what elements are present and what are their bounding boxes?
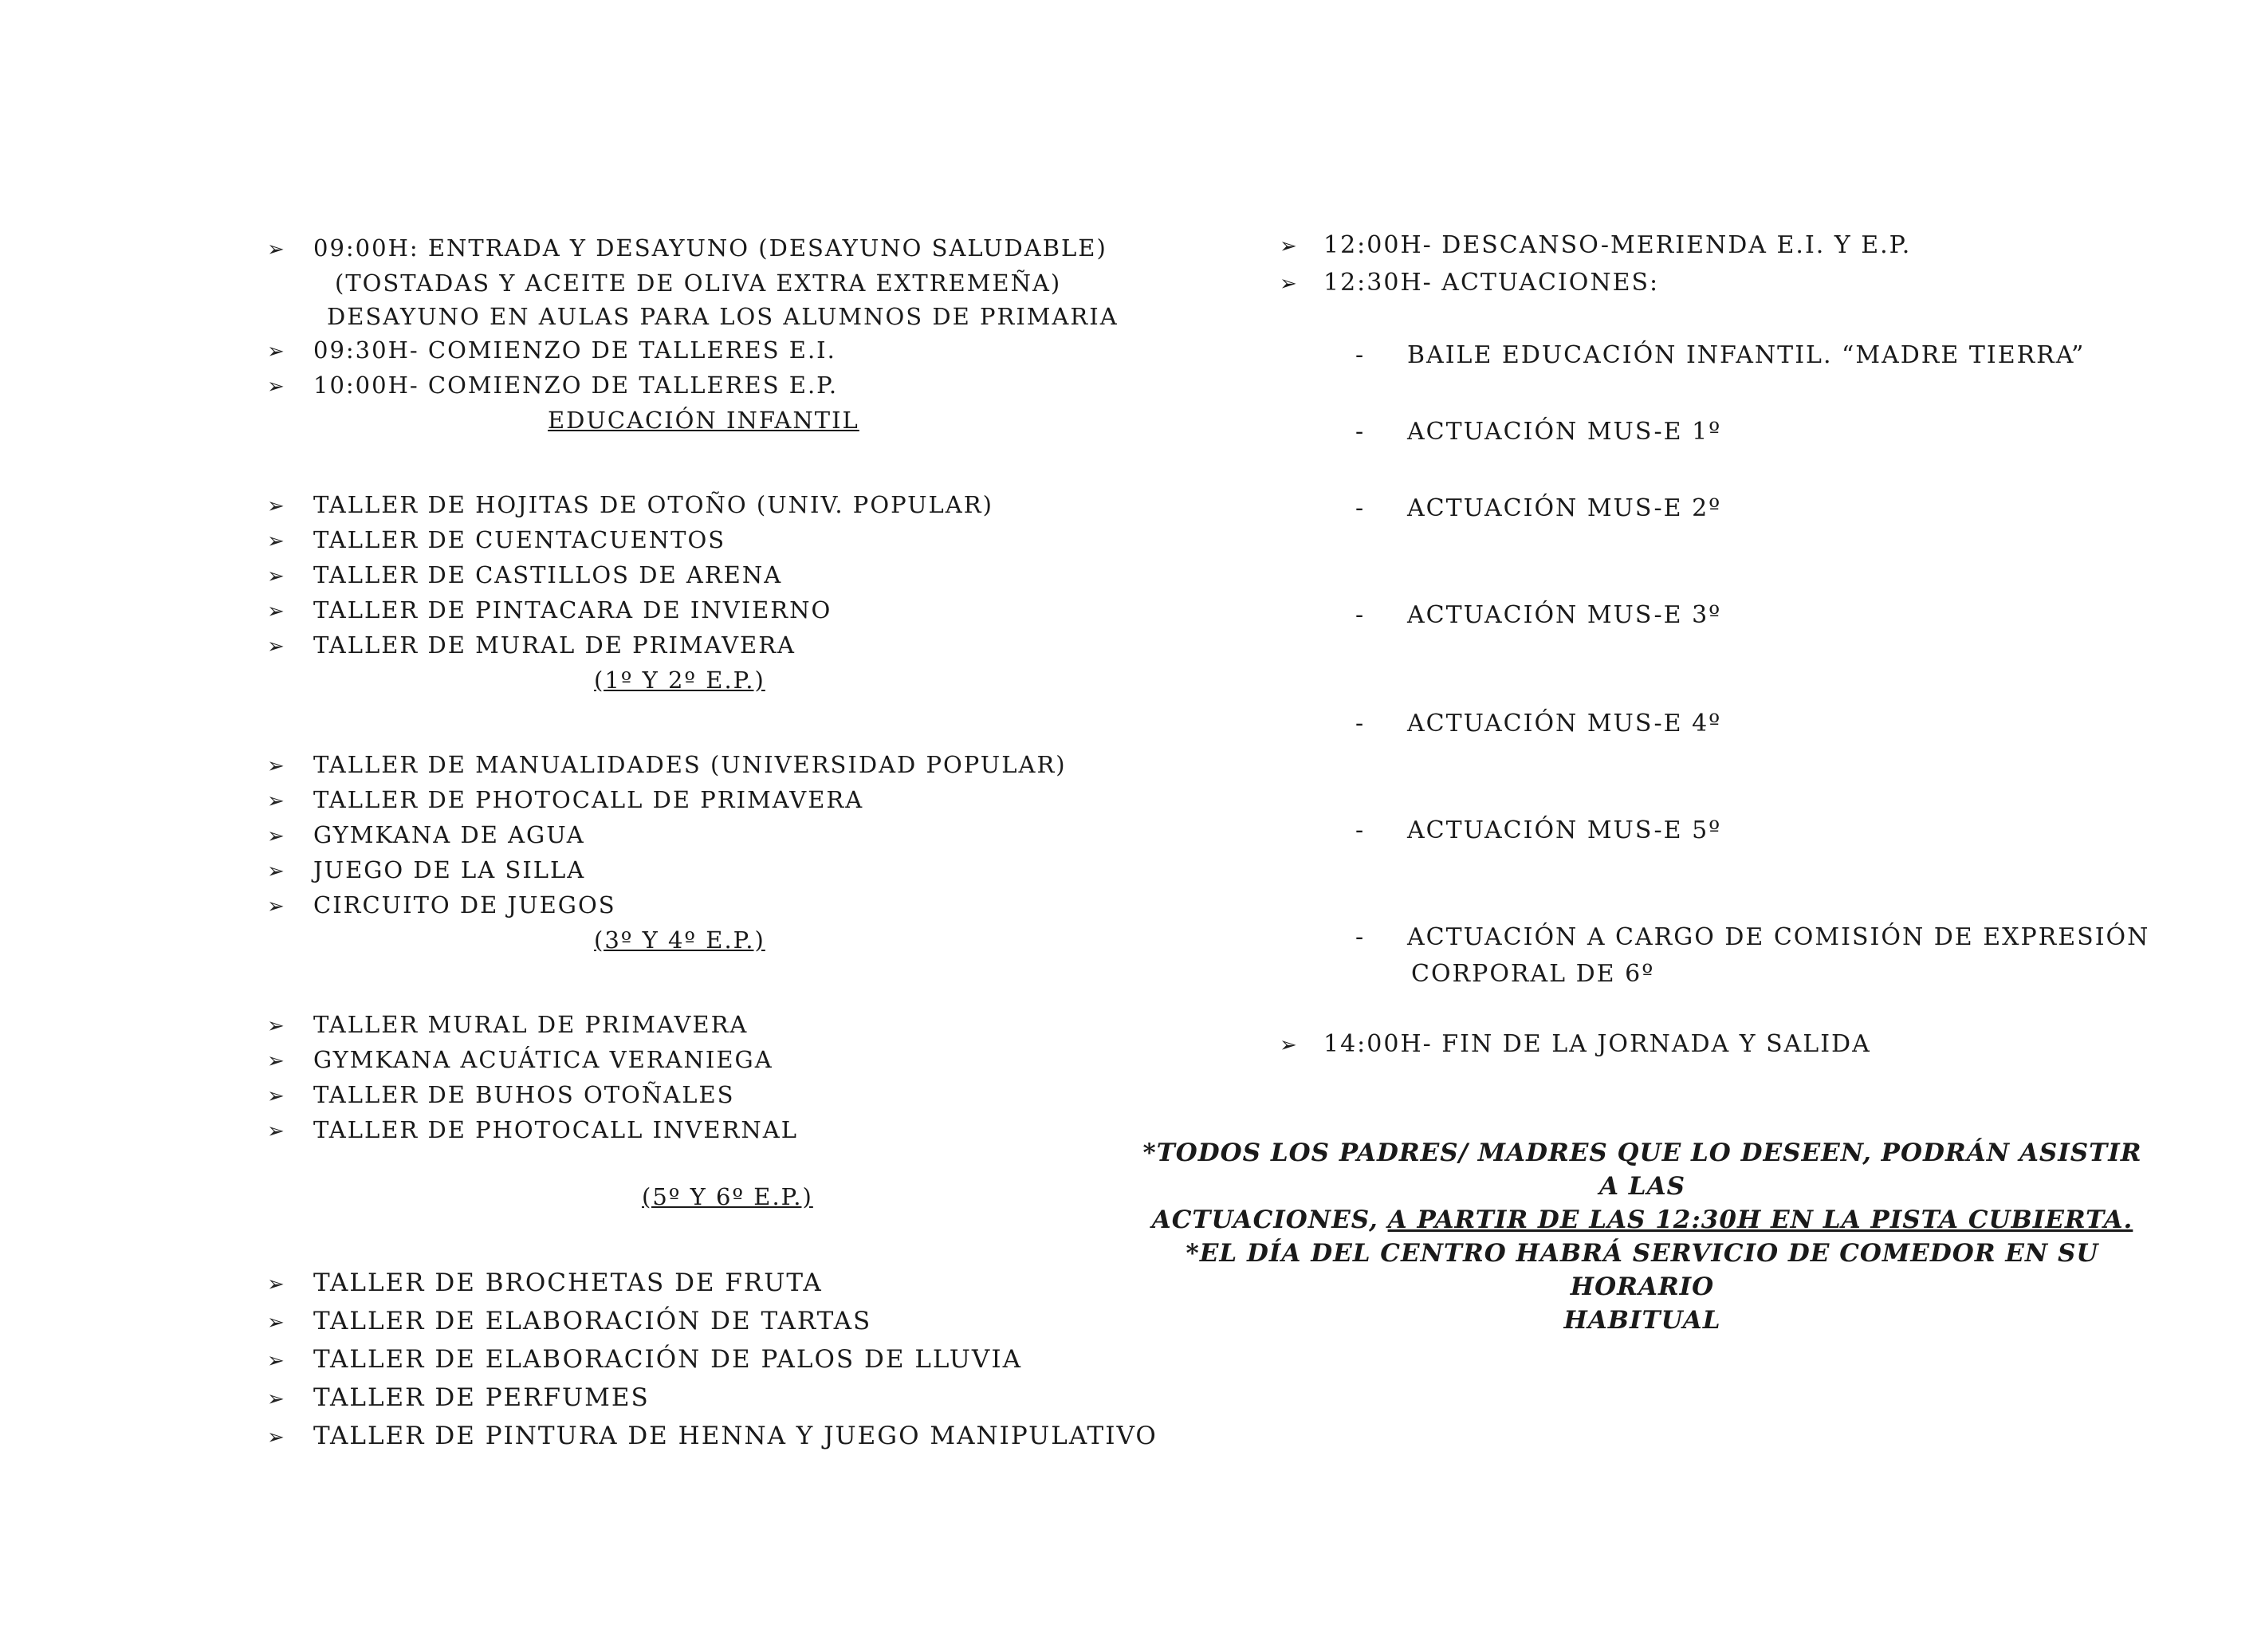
arrow-bullet-icon: ➢ xyxy=(267,494,286,518)
arrow-bullet-icon: ➢ xyxy=(267,600,286,623)
ep12-list xyxy=(267,748,1080,923)
dash-bullet: - xyxy=(1355,601,1366,629)
section-heading-3-4-ep: (3º Y 4º E.P.) xyxy=(594,926,765,954)
schedule-item: ➢ 09:30H- COMIENZO DE TALLERES E.I. xyxy=(267,333,1080,368)
performance-item-continuation: CORPORAL DE 6º xyxy=(1411,960,1655,988)
schedule-item-continuation: DESAYUNO EN AULAS PARA LOS ALUMNOS DE PRIMARIA xyxy=(327,303,1119,330)
arrow-bullet-icon: ➢ xyxy=(267,789,286,813)
arrow-bullet-icon: ➢ xyxy=(267,1014,286,1038)
list-item: ➢ JUEGO DE LA SILLA xyxy=(267,853,1080,888)
performance-item: - ACTUACIÓN MUS-E 5º xyxy=(1280,812,2173,849)
arrow-bullet-icon: ➢ xyxy=(267,1119,286,1143)
performance-item: - ACTUACIÓN A CARGO DE COMISIÓN DE EXPRESIÓN xyxy=(1280,919,2173,956)
arrow-bullet-icon: ➢ xyxy=(267,824,286,848)
section-heading-5-6-ep: (5º Y 6º E.P.) xyxy=(642,1183,813,1210)
dash-bullet: - xyxy=(1355,816,1366,844)
dash-bullet: - xyxy=(1355,494,1366,522)
list-item: ➢ TALLER DE ELABORACIÓN DE PALOS DE LLUVIA xyxy=(267,1341,1080,1379)
section-heading-infantil: EDUCACIÓN INFANTIL xyxy=(548,407,859,434)
arrow-bullet-icon: ➢ xyxy=(1280,1033,1299,1057)
arrow-bullet-icon: ➢ xyxy=(267,1387,286,1411)
arrow-bullet-icon: ➢ xyxy=(267,1272,286,1296)
right-column xyxy=(1280,227,2173,1064)
schedule-item: ➢ 14:00H- FIN DE LA JORNADA Y SALIDA xyxy=(1280,1026,2173,1064)
underlined-time-location: A PARTIR DE LAS 12:30H EN LA PISTA CUBIERTA. xyxy=(1387,1206,2133,1234)
dash-bullet: - xyxy=(1355,418,1366,446)
section-heading-1-2-ep: (1º Y 2º E.P.) xyxy=(594,667,765,694)
list-item: ➢ TALLER DE BUHOS OTOÑALES xyxy=(267,1078,1080,1113)
arrow-bullet-icon: ➢ xyxy=(267,1426,286,1449)
list-item: ➢ TALLER DE PHOTOCALL INVERNAL xyxy=(267,1113,1080,1148)
performance-item: - ACTUACIÓN MUS-E 1º xyxy=(1280,414,2173,450)
arrow-bullet-icon: ➢ xyxy=(267,340,286,364)
performance-item: - BAILE EDUCACIÓN INFANTIL. “MADRE TIERRA” xyxy=(1280,337,2173,374)
arrow-bullet-icon: ➢ xyxy=(267,859,286,883)
schedule-item-continuation: (TOSTADAS Y ACEITE DE OLIVA EXTRA EXTREMEÑA) xyxy=(335,269,1062,297)
list-item: ➢ TALLER DE BROCHETAS DE FRUTA xyxy=(267,1265,1080,1303)
arrow-bullet-icon: ➢ xyxy=(267,895,286,918)
infantil-list xyxy=(267,488,1080,663)
dash-bullet: - xyxy=(1355,923,1366,951)
arrow-bullet-icon: ➢ xyxy=(267,1349,286,1373)
schedule-item: ➢ 10:00H- COMIENZO DE TALLERES E.P. xyxy=(267,368,1080,403)
dash-bullet: - xyxy=(1355,710,1366,738)
list-item: ➢ TALLER DE CASTILLOS DE ARENA xyxy=(267,558,1080,593)
list-item: ➢ TALLER DE PHOTOCALL DE PRIMAVERA xyxy=(267,783,1080,818)
list-item: ➢ TALLER DE MANUALIDADES (UNIVERSIDAD POPULAR) xyxy=(267,748,1080,783)
schedule-item: ➢ 12:30H- ACTUACIONES: xyxy=(1280,265,2173,302)
schedule-item: ➢ 12:00H- DESCANSO-MERIENDA E.I. Y E.P. xyxy=(1280,227,2173,265)
list-item: ➢ TALLER DE PINTACARA DE INVIERNO xyxy=(267,593,1080,628)
list-item: ➢ CIRCUITO DE JUEGOS xyxy=(267,888,1080,923)
arrow-bullet-icon: ➢ xyxy=(267,1049,286,1073)
arrow-bullet-icon: ➢ xyxy=(267,1311,286,1335)
arrow-bullet-icon: ➢ xyxy=(267,238,286,262)
arrow-bullet-icon: ➢ xyxy=(267,529,286,553)
parents-note: *TODOS LOS PADRES/ MADRES QUE LO DESEEN, PODRÁN ASISTIR A LAS ACTUACIONES, A PARTIR DE LAS 12:30H EN LA PISTA CUBIERTA. *EL DÍA DEL CENTRO HABRÁ SERVICIO DE COMEDOR EN SU HORARIO HABITUAL xyxy=(1142,1139,2142,1335)
arrow-bullet-icon: ➢ xyxy=(267,375,286,399)
list-item: ➢ TALLER DE ELABORACIÓN DE TARTAS xyxy=(267,1303,1080,1341)
list-item: ➢ TALLER DE HOJITAS DE OTOÑO (UNIV. POPULAR) xyxy=(267,488,1080,523)
list-item: ➢ TALLER DE PERFUMES xyxy=(267,1379,1080,1418)
arrow-bullet-icon: ➢ xyxy=(1280,234,1299,258)
arrow-bullet-icon: ➢ xyxy=(267,635,286,659)
list-item: ➢ GYMKANA ACUÁTICA VERANIEGA xyxy=(267,1043,1080,1078)
performance-item: - ACTUACIÓN MUS-E 3º xyxy=(1280,597,2173,634)
list-item: ➢ TALLER DE PINTURA DE HENNA Y JUEGO MANIPULATIVO xyxy=(267,1418,1080,1456)
performance-item: - ACTUACIÓN MUS-E 2º xyxy=(1280,490,2173,527)
arrow-bullet-icon: ➢ xyxy=(267,754,286,778)
ep34-list xyxy=(267,1008,1080,1148)
arrow-bullet-icon: ➢ xyxy=(267,1084,286,1108)
left-column xyxy=(267,231,1158,1456)
performance-item: - ACTUACIÓN MUS-E 4º xyxy=(1280,706,2173,742)
list-item: ➢ TALLER DE CUENTACUENTOS xyxy=(267,523,1080,558)
arrow-bullet-icon: ➢ xyxy=(1280,272,1299,296)
ep56-list xyxy=(267,1265,1158,1456)
dash-bullet: - xyxy=(1355,341,1366,369)
list-item: ➢ TALLER DE MURAL DE PRIMAVERA xyxy=(267,628,1080,663)
list-item: ➢ GYMKANA DE AGUA xyxy=(267,818,1080,853)
list-item: ➢ TALLER MURAL DE PRIMAVERA xyxy=(267,1008,1080,1043)
arrow-bullet-icon: ➢ xyxy=(267,564,286,588)
schedule-item: ➢ 09:00H: ENTRADA Y DESAYUNO (DESAYUNO SALUDABLE) xyxy=(267,231,1080,266)
